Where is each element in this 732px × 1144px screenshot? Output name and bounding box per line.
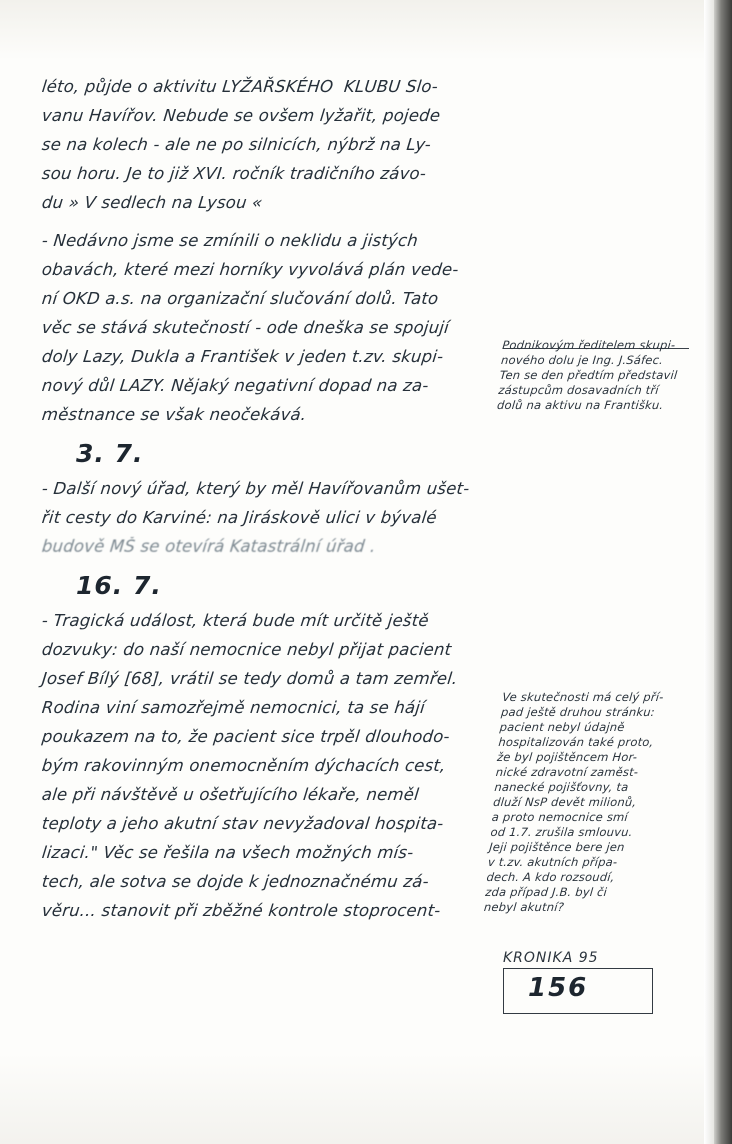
text-line: bým rakovinným onemocněním dýchacích cest, [41, 756, 447, 775]
text-line: doly Lazy, Dukla a František v jeden t.zv. skupi- [41, 347, 445, 366]
text-line: - Tragická událost, která bude mít určitě ještě [41, 611, 430, 630]
text-line: ní OKD a.s. na organizační slučování dolů. Tato [41, 289, 440, 308]
main-text-column [42, 72, 492, 925]
text-line: nový důl LAZY. Nějaký negativní dopad na za- [41, 376, 430, 395]
archive-stamp [503, 950, 671, 1014]
text-line: - Další nový úřad, který by měl Havířovanům ušet- [41, 479, 471, 498]
text-line: dozvuky: do naší nemocnice nebyl přijat pacient [41, 640, 453, 659]
text-line: městnance se však neočekává. [41, 405, 308, 424]
scan-edge-highlight [704, 0, 714, 1144]
text-line-smudged: budově MŠ se otevírá Katastrální úřad . [41, 537, 377, 556]
text-line: teploty a jeho akutní stav nevyžadoval hospita- [41, 814, 445, 833]
text-line: věru... stanovit při zběžné kontrole stoprocent- [41, 901, 442, 920]
margin-note-first: Podnikovým ředitelem skupi- nového dolu je Ing. J.Sáfec. Ten se den předtím představil zástupcům dosavadních tří dolů na aktivu na Františku. [496, 338, 678, 412]
entry-date-heading: 3. 7. [76, 439, 144, 468]
scan-edge-dark [714, 0, 732, 1144]
text-line: ale při návštěvě u ošetřujícího lékaře, neměl [41, 785, 421, 804]
page-number: 156 [528, 973, 589, 1003]
text-line: du » V sedlech na Lysou « [41, 193, 264, 212]
text-line: léto, půjde o aktivitu LYŽAŘSKÉHO KLUBU Slo- [41, 77, 439, 96]
text-line: řit cesty do Karviné: na Jiráskově ulici v bývalé [41, 508, 438, 527]
paragraph-gap [42, 217, 492, 226]
text-line: lizaci." Věc se řešila na všech možných mís- [41, 843, 415, 862]
entry-date-heading: 16. 7. [76, 571, 162, 600]
text-line: - Nedávno jsme se zmínili o neklidu a jistých [41, 231, 419, 250]
margin-note-second: Ve skutečnosti má celý pří- pad ještě druhou stránku: pacient nebyl údajně hospitalizován také proto, že byl pojištěncem Hor- nické zdravotní zaměst- nanecké pojišťovny, ta dluží NsP devět milionů, a proto nemocnice smí od 1.7. zrušila smlouvu. Jeji pojištěnce bere jen v t.zv. akutních přípa- dech. A kdo rozsoudí, zda případ J.B. byl či nebyl akutní? [483, 690, 665, 914]
text-line: sou horu. Je to již XVI. ročník tradičního závo- [41, 164, 428, 183]
text-line: obavách, které mezi horníky vyvolává plán vede- [41, 260, 460, 279]
page-number-box [503, 968, 653, 1014]
page-shading-top [0, 0, 732, 60]
page-shading-bottom [0, 1054, 732, 1144]
text-line: se na kolech - ale ne po silnicích, nýbrž na Ly- [41, 135, 432, 154]
text-line: poukazem na to, že pacient sice trpěl dlouhodo- [41, 727, 451, 746]
text-line: vanu Havířov. Nebude se ovšem lyžařit, pojede [41, 106, 442, 125]
text-line: Rodina viní samozřejmě nemocnici, ta se hájí [41, 698, 426, 717]
text-line: tech, ale sotva se dojde k jednoznačnému zá- [41, 872, 430, 891]
text-line: věc se stává skutečností - ode dneška se spojují [41, 318, 450, 337]
text-line: Josef Bílý [68], vrátil se tedy domů a tam zemřel. [41, 669, 459, 688]
archive-label: KRONIKA 95 [503, 950, 599, 966]
